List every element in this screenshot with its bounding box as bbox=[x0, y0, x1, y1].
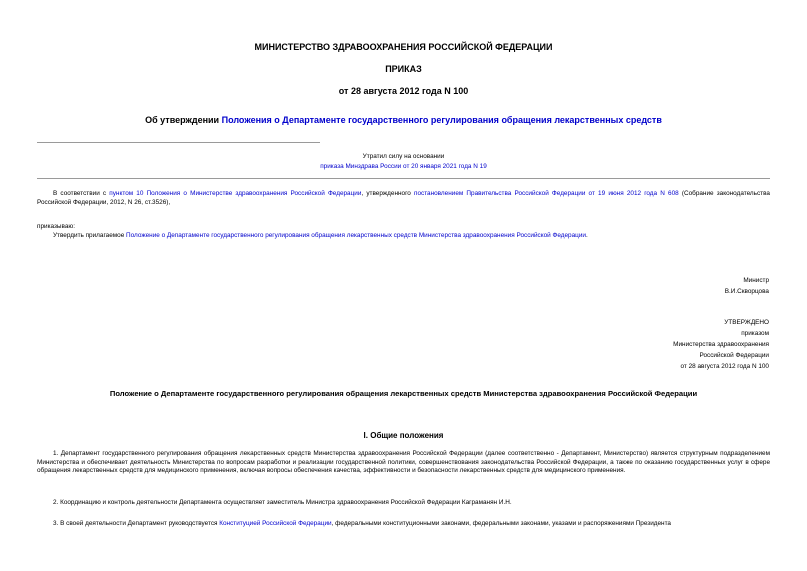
intro-text-3: (Собрание законодательства Российской Федерации, 2012, N 26, ст.3526), bbox=[37, 190, 770, 206]
signature-role: Министр bbox=[743, 277, 769, 284]
approve-text-2: . bbox=[585, 232, 588, 239]
regulation-title: Положение о Департаменте государственного регулирования обращения лекарственных средств Министерства здравоохранения Российской Федерации bbox=[109, 389, 698, 398]
approval-stamp-block bbox=[673, 317, 769, 372]
regulation-link[interactable]: Положения о Департаменте государственного регулирования обращения лекарственных средств bbox=[221, 115, 662, 125]
approved-regulation-link[interactable]: Положение о Департаменте государственного регулирования обращения лекарственных средств Министерства здравоохранения Российской Федерации bbox=[126, 232, 586, 239]
revoked-notice: Утратил силу на основании bbox=[362, 153, 445, 160]
paragraph-3-text-2: , федеральными конституционными законами, федеральными законами, указами и распоряжениями Президента bbox=[331, 520, 671, 527]
approve-paragraph bbox=[37, 232, 770, 241]
clause-10-link[interactable]: пунктом 10 Положения о Министерстве здравоохранения Российской Федерации bbox=[109, 190, 362, 197]
approved-label: УТВЕРЖДЕНО bbox=[724, 319, 769, 326]
approved-federation: Российской Федерации bbox=[699, 352, 769, 359]
approved-by-order: приказом bbox=[741, 330, 769, 337]
approved-date: от 28 августа 2012 года N 100 bbox=[680, 363, 769, 370]
approved-ministry: Министерства здравоохранения bbox=[673, 341, 769, 348]
paragraph-1: 1. Департамент государственного регулирования обращения лекарственных средств Министерства здравоохранения Российской Федерации (далее соответственно - Департамент, Министерство) является структурным подразделением Министерства и обеспечивает деятельность Министерства по вопросам разработки и реализации государственной политики, совершенствования законодательства Российской Федерации, а также по оказанию государственных услуг в сфере обращения лекарственных средств для медицинского применения, включая вопросы обеспечения качества, эффективности и безопасности лекарственных средств для медицинского применения. bbox=[37, 450, 770, 475]
intro-paragraph bbox=[37, 190, 770, 207]
revoking-order-link[interactable]: приказа Минздрава России от 20 января 2021 года N 19 bbox=[320, 163, 487, 170]
section-title: I. Общие положения bbox=[363, 431, 444, 440]
order-heading: ПРИКАЗ bbox=[385, 64, 422, 74]
intro-text-1: В соответствии с bbox=[53, 190, 110, 197]
paragraph-3-text-1: 3. В своей деятельности Департамент руководствуется bbox=[53, 520, 220, 527]
approve-text-1: Утвердить прилагаемое bbox=[53, 232, 127, 239]
order-title bbox=[0, 115, 807, 125]
signature-name: В.И.Скворцова bbox=[724, 288, 769, 295]
ministry-heading: МИНИСТЕРСТВО ЗДРАВООХРАНЕНИЯ РОССИЙСКОЙ ФЕДЕРАЦИИ bbox=[254, 42, 553, 52]
paragraph-3 bbox=[37, 520, 770, 529]
divider-full bbox=[37, 178, 770, 179]
revoked-notice-link-line bbox=[0, 163, 807, 172]
constitution-link[interactable]: Конституцией Российской Федерации bbox=[219, 520, 332, 527]
order-title-prefix: Об утверждении bbox=[145, 115, 222, 125]
paragraph-2: 2. Координацию и контроль деятельности Департамента осуществляет заместитель Министра здравоохранения Российской Федерации Каграманян И.Н. bbox=[53, 499, 512, 506]
divider-short bbox=[37, 142, 320, 143]
orders-label: приказываю: bbox=[37, 223, 75, 230]
signature-block bbox=[725, 275, 769, 297]
government-decree-link[interactable]: постановлением Правительства Российской Федерации от 19 июня 2012 года N 608 bbox=[413, 190, 679, 197]
order-date: от 28 августа 2012 года N 100 bbox=[338, 86, 469, 96]
intro-text-2: , утвержденного bbox=[361, 190, 414, 197]
